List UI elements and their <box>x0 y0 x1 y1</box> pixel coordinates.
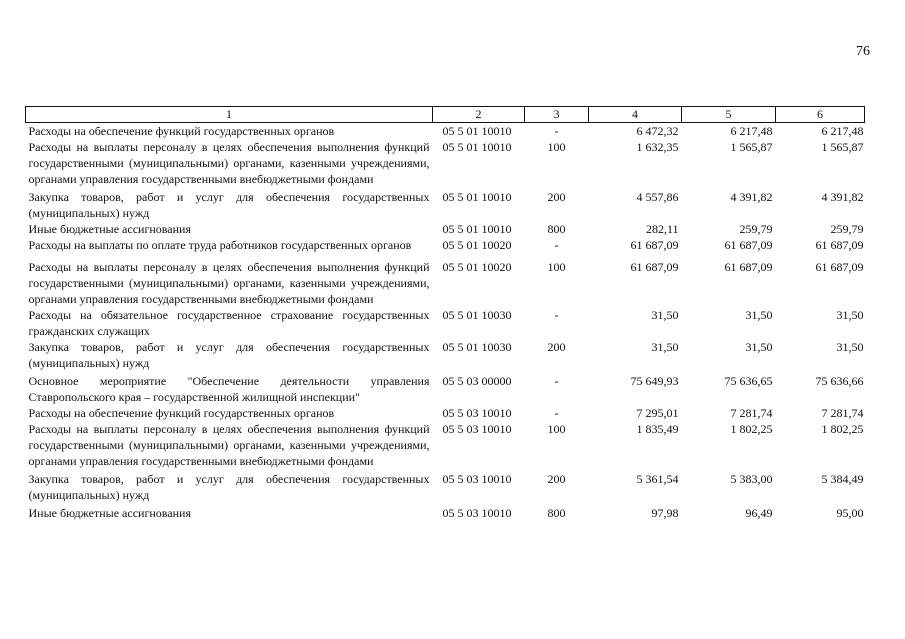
row-value-3: 6 217,48 <box>821 124 864 138</box>
row-name: Закупка товаров, работ и услуг для обеспечения государственных (муниципальных) нужд <box>28 340 430 370</box>
row-value-1: 7 295,01 <box>636 406 679 420</box>
row-name: Расходы на выплаты персоналу в целях обеспечения выполнения функций государственными (муниципальными) органами, казенными учреждениями, органами управления государственными внебюджетными фондами <box>28 260 430 306</box>
row-name: Расходы на выплаты персоналу в целях обеспечения выполнения функций государственными (муниципальными) органами, казенными учреждениями, органами управления государственными внебюджетными фондами <box>28 140 430 186</box>
row-value-2: 61 687,09 <box>724 260 773 274</box>
row-value-2: 96,49 <box>745 506 773 520</box>
row-value-1: 5 361,54 <box>636 472 679 486</box>
row-value-1: 61 687,09 <box>630 260 679 274</box>
row-expense-type: 800 <box>547 222 566 236</box>
row-expense-type: 100 <box>547 140 566 154</box>
table-row <box>26 187 865 221</box>
row-value-3: 259,79 <box>830 222 864 236</box>
column-header-code: 2 <box>433 107 525 123</box>
row-value-1: 1 632,35 <box>636 140 679 154</box>
row-expense-type: - <box>554 374 559 388</box>
row-value-3: 1 802,25 <box>821 422 864 436</box>
row-name: Основное мероприятие "Обеспечение деятельности управления Ставропольского края – государственной жилищной инспекции" <box>28 374 430 404</box>
table-row <box>26 421 865 469</box>
row-code: 05 5 03 10010 <box>442 472 512 486</box>
row-value-2: 259,79 <box>739 222 773 236</box>
row-code: 05 5 01 10020 <box>442 260 512 274</box>
row-expense-type: - <box>554 124 559 138</box>
row-name: Расходы на обеспечение функций государственных органов <box>28 124 335 138</box>
row-value-3: 7 281,74 <box>821 406 864 420</box>
row-code: 05 5 03 10010 <box>442 406 512 420</box>
row-value-1: 31,50 <box>651 340 679 354</box>
table-row <box>26 503 865 521</box>
table-row <box>26 307 865 339</box>
row-code: 05 5 01 10010 <box>442 124 512 138</box>
row-name: Расходы на выплаты персоналу в целях обеспечения выполнения функций государственными (муниципальными) органами, казенными учреждениями, органами управления государственными внебюджетными фондами <box>28 422 430 468</box>
row-value-2: 5 383,00 <box>730 472 773 486</box>
column-header-type: 3 <box>525 107 589 123</box>
column-header-value-1: 4 <box>589 107 682 123</box>
row-expense-type: - <box>554 406 559 420</box>
row-code: 05 5 01 10030 <box>442 308 512 322</box>
column-header-value-3: 6 <box>776 107 865 123</box>
table-row <box>26 123 865 140</box>
table-row <box>26 237 865 253</box>
row-value-3: 4 391,82 <box>821 190 864 204</box>
row-expense-type: 100 <box>547 422 566 436</box>
row-code: 05 5 03 10010 <box>442 422 512 436</box>
row-value-1: 97,98 <box>651 506 679 520</box>
row-value-1: 1 835,49 <box>636 422 679 436</box>
table-row <box>26 339 865 371</box>
row-value-1: 31,50 <box>651 308 679 322</box>
row-code: 05 5 01 10010 <box>442 222 512 236</box>
row-value-3: 31,50 <box>836 308 864 322</box>
row-name: Расходы на обязательное государственное страхование государственных гражданских служащих <box>28 308 430 338</box>
table-row <box>26 469 865 503</box>
table-row <box>26 371 865 405</box>
row-value-2: 7 281,74 <box>730 406 773 420</box>
table-row <box>26 139 865 187</box>
row-value-3: 75 636,66 <box>815 374 864 388</box>
table-row <box>26 405 865 421</box>
row-expense-type: - <box>554 238 559 252</box>
row-code: 05 5 01 10020 <box>442 238 512 252</box>
budget-table <box>25 106 865 521</box>
column-header-value-2: 5 <box>682 107 776 123</box>
row-value-1: 282,11 <box>645 222 679 236</box>
row-value-1: 6 472,32 <box>636 124 679 138</box>
row-code: 05 5 01 10030 <box>442 340 512 354</box>
row-value-3: 61 687,09 <box>815 238 864 252</box>
page-number: 76 <box>856 44 870 59</box>
row-code: 05 5 03 10010 <box>442 506 512 520</box>
row-name: Закупка товаров, работ и услуг для обеспечения государственных (муниципальных) нужд <box>28 190 430 220</box>
row-name: Расходы на выплаты по оплате труда работников государственных органов <box>28 238 412 252</box>
row-name: Иные бюджетные ассигнования <box>28 222 191 236</box>
row-value-3: 5 384,49 <box>821 472 864 486</box>
row-value-3: 31,50 <box>836 340 864 354</box>
row-value-3: 1 565,87 <box>821 140 864 154</box>
row-value-2: 1 565,87 <box>730 140 773 154</box>
row-value-2: 31,50 <box>745 308 773 322</box>
table-header <box>26 107 865 123</box>
row-name: Расходы на обеспечение функций государственных органов <box>28 406 335 420</box>
row-expense-type: 200 <box>547 472 566 486</box>
row-value-2: 61 687,09 <box>724 238 773 252</box>
table-row <box>26 253 865 307</box>
row-value-2: 1 802,25 <box>730 422 773 436</box>
row-code: 05 5 03 00000 <box>442 374 512 388</box>
row-value-2: 6 217,48 <box>730 124 773 138</box>
row-expense-type: 200 <box>547 190 566 204</box>
table-row <box>26 221 865 237</box>
row-code: 05 5 01 10010 <box>442 140 512 154</box>
header-row <box>26 107 865 123</box>
row-value-2: 4 391,82 <box>730 190 773 204</box>
table-body <box>26 123 865 522</box>
row-value-2: 75 636,65 <box>724 374 773 388</box>
row-expense-type: - <box>554 308 559 322</box>
row-value-2: 31,50 <box>745 340 773 354</box>
row-value-1: 4 557,86 <box>636 190 679 204</box>
row-value-3: 61 687,09 <box>815 260 864 274</box>
row-name: Иные бюджетные ассигнования <box>28 506 191 520</box>
row-expense-type: 200 <box>547 340 566 354</box>
row-code: 05 5 01 10010 <box>442 190 512 204</box>
row-value-1: 75 649,93 <box>630 374 679 388</box>
row-value-3: 95,00 <box>836 506 864 520</box>
row-expense-type: 100 <box>547 260 566 274</box>
row-value-1: 61 687,09 <box>630 238 679 252</box>
column-header-name: 1 <box>26 107 433 123</box>
row-expense-type: 800 <box>547 506 566 520</box>
row-name: Закупка товаров, работ и услуг для обеспечения государственных (муниципальных) нужд <box>28 472 430 502</box>
